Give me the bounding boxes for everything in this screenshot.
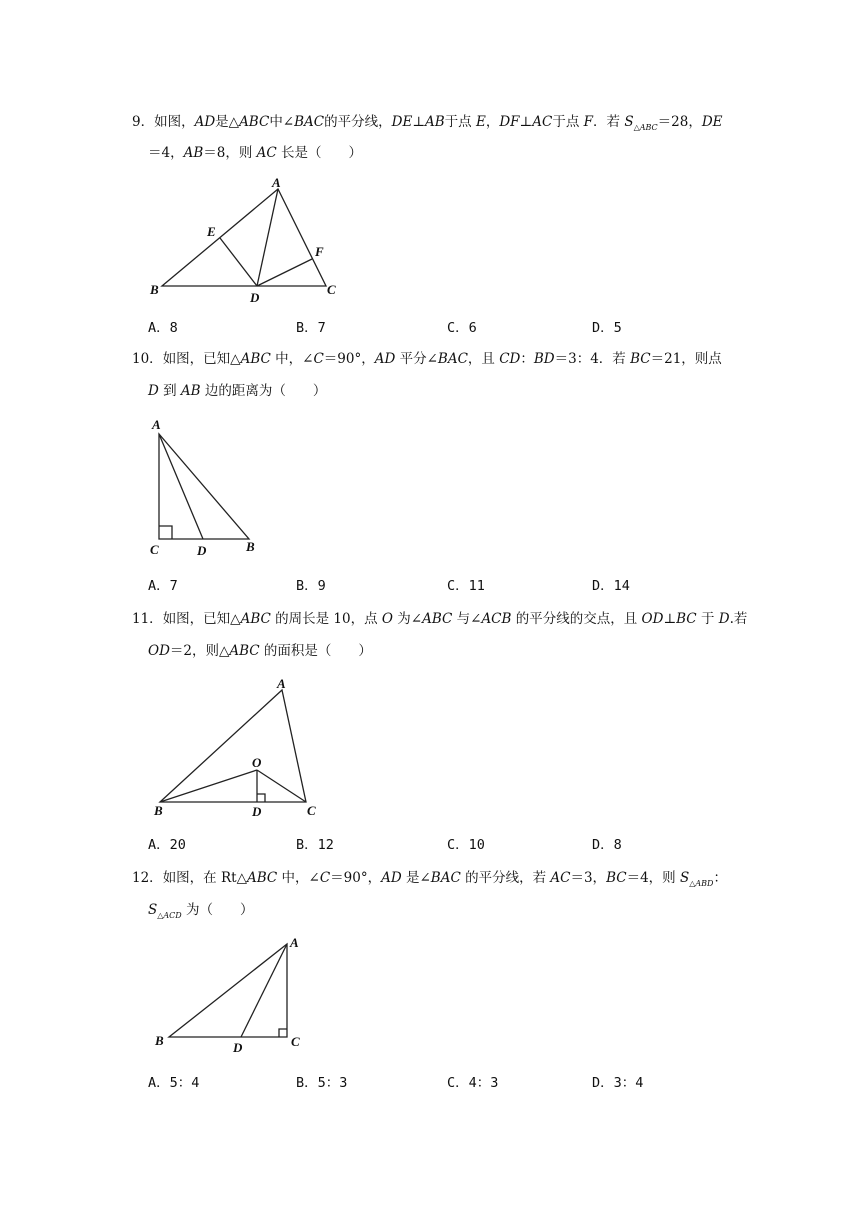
q11-label-c: C [307, 803, 316, 818]
q10-right-angle-mark [159, 526, 172, 539]
q12-figure [154, 935, 300, 1055]
q12-option-a[interactable]: A．5：4 [148, 1075, 200, 1091]
q9-figure [149, 175, 336, 305]
q11-right-angle-mark [257, 794, 265, 802]
q10-option-c[interactable]: C．11 [447, 578, 485, 594]
q11-label-d: D [252, 804, 262, 819]
q9-option-b[interactable]: B．7 [296, 320, 326, 336]
q9-segment-de [220, 238, 257, 286]
q9-option-a[interactable]: A．8 [148, 320, 178, 336]
q12-option-d[interactable]: D．3：4 [592, 1075, 644, 1091]
q10-stem-line2: D 到 AB 边的距离为（ ） [148, 383, 327, 399]
q10-segment-ad [159, 434, 203, 539]
q12-label-d: D [233, 1040, 243, 1055]
q10-label-b: B [246, 539, 255, 554]
q12-option-b[interactable]: B．5：3 [296, 1075, 348, 1091]
q11-option-d[interactable]: D．8 [592, 837, 622, 853]
q12-stem-line1: 12．如图，在 Rt△ABC 中，∠C＝90°，AD 是∠BAC 的平分线，若 AC＝3，BC＝4，则 $S_{\triangle ABD}$： [132, 870, 727, 888]
q10-stem-line1: 10．如图，已知△ABC 中，∠C＝90°，AD 平分∠BAC，且 CD：BD＝3：4．若 BC＝21，则点 [132, 351, 722, 367]
q11-figure [153, 676, 316, 819]
q11-label-b: B [154, 803, 163, 818]
q9-label-d: D [250, 290, 260, 305]
q10-figure [150, 417, 255, 558]
q9-label-b: B [150, 282, 159, 297]
q9-label-e: E [207, 224, 216, 239]
q9-triangle-abc [162, 189, 326, 286]
q11-option-a[interactable]: A．20 [148, 837, 186, 853]
q11-stem-line1: 11．如图，已知△ABC 的周长是 10，点 O 为∠ABC 与∠ACB 的平分线的交点，且 OD⊥BC 于 D.若 [132, 611, 748, 627]
q10-option-d[interactable]: D．14 [592, 578, 630, 594]
q10-label-d: D [197, 543, 207, 558]
q10-option-b[interactable]: B．9 [296, 578, 326, 594]
q10-triangle-abc [159, 434, 249, 539]
q11-label-o: O [252, 755, 262, 770]
q11-triangle-abc [160, 690, 306, 802]
q12-segment-ad [241, 944, 287, 1037]
q11-label-a: A [277, 676, 286, 691]
q12-option-c[interactable]: C．4：3 [447, 1075, 499, 1091]
q9-label-a: A [272, 175, 281, 190]
q9-option-c[interactable]: C．6 [447, 320, 477, 336]
q12-label-c: C [291, 1034, 300, 1049]
q10-option-a[interactable]: A．7 [148, 578, 178, 594]
q9-stem-line2: ＝4，AB＝8，则 AC 长是（ ） [148, 145, 363, 161]
q11-stem-line2: OD＝2，则△ABC 的面积是（ ） [148, 643, 372, 659]
q12-label-a: A [290, 935, 299, 950]
q9-stem-line1: 9．如图，AD是△ABC中∠BAC的平分线，DE⊥AB于点 E，DF⊥AC于点 F．若 $S_{\triangle ABC}=28$，DE [132, 114, 723, 132]
q12-stem-line2: $S_{\triangle ACD}$ 为（ ） [148, 902, 254, 920]
q9-label-c: C [327, 282, 336, 297]
q12-label-b: B [155, 1033, 164, 1048]
q11-segment-bo [160, 770, 257, 802]
q10-label-c: C [150, 542, 159, 557]
q9-segment-df [257, 259, 312, 286]
q12-triangle-abc [169, 944, 287, 1037]
q9-label-f: F [315, 244, 324, 259]
q11-option-c[interactable]: C．10 [447, 837, 485, 853]
q11-option-b[interactable]: B．12 [296, 837, 334, 853]
q12-right-angle-mark [279, 1029, 287, 1037]
q9-option-d[interactable]: D．5 [592, 320, 622, 336]
q10-label-a: A [152, 417, 161, 432]
